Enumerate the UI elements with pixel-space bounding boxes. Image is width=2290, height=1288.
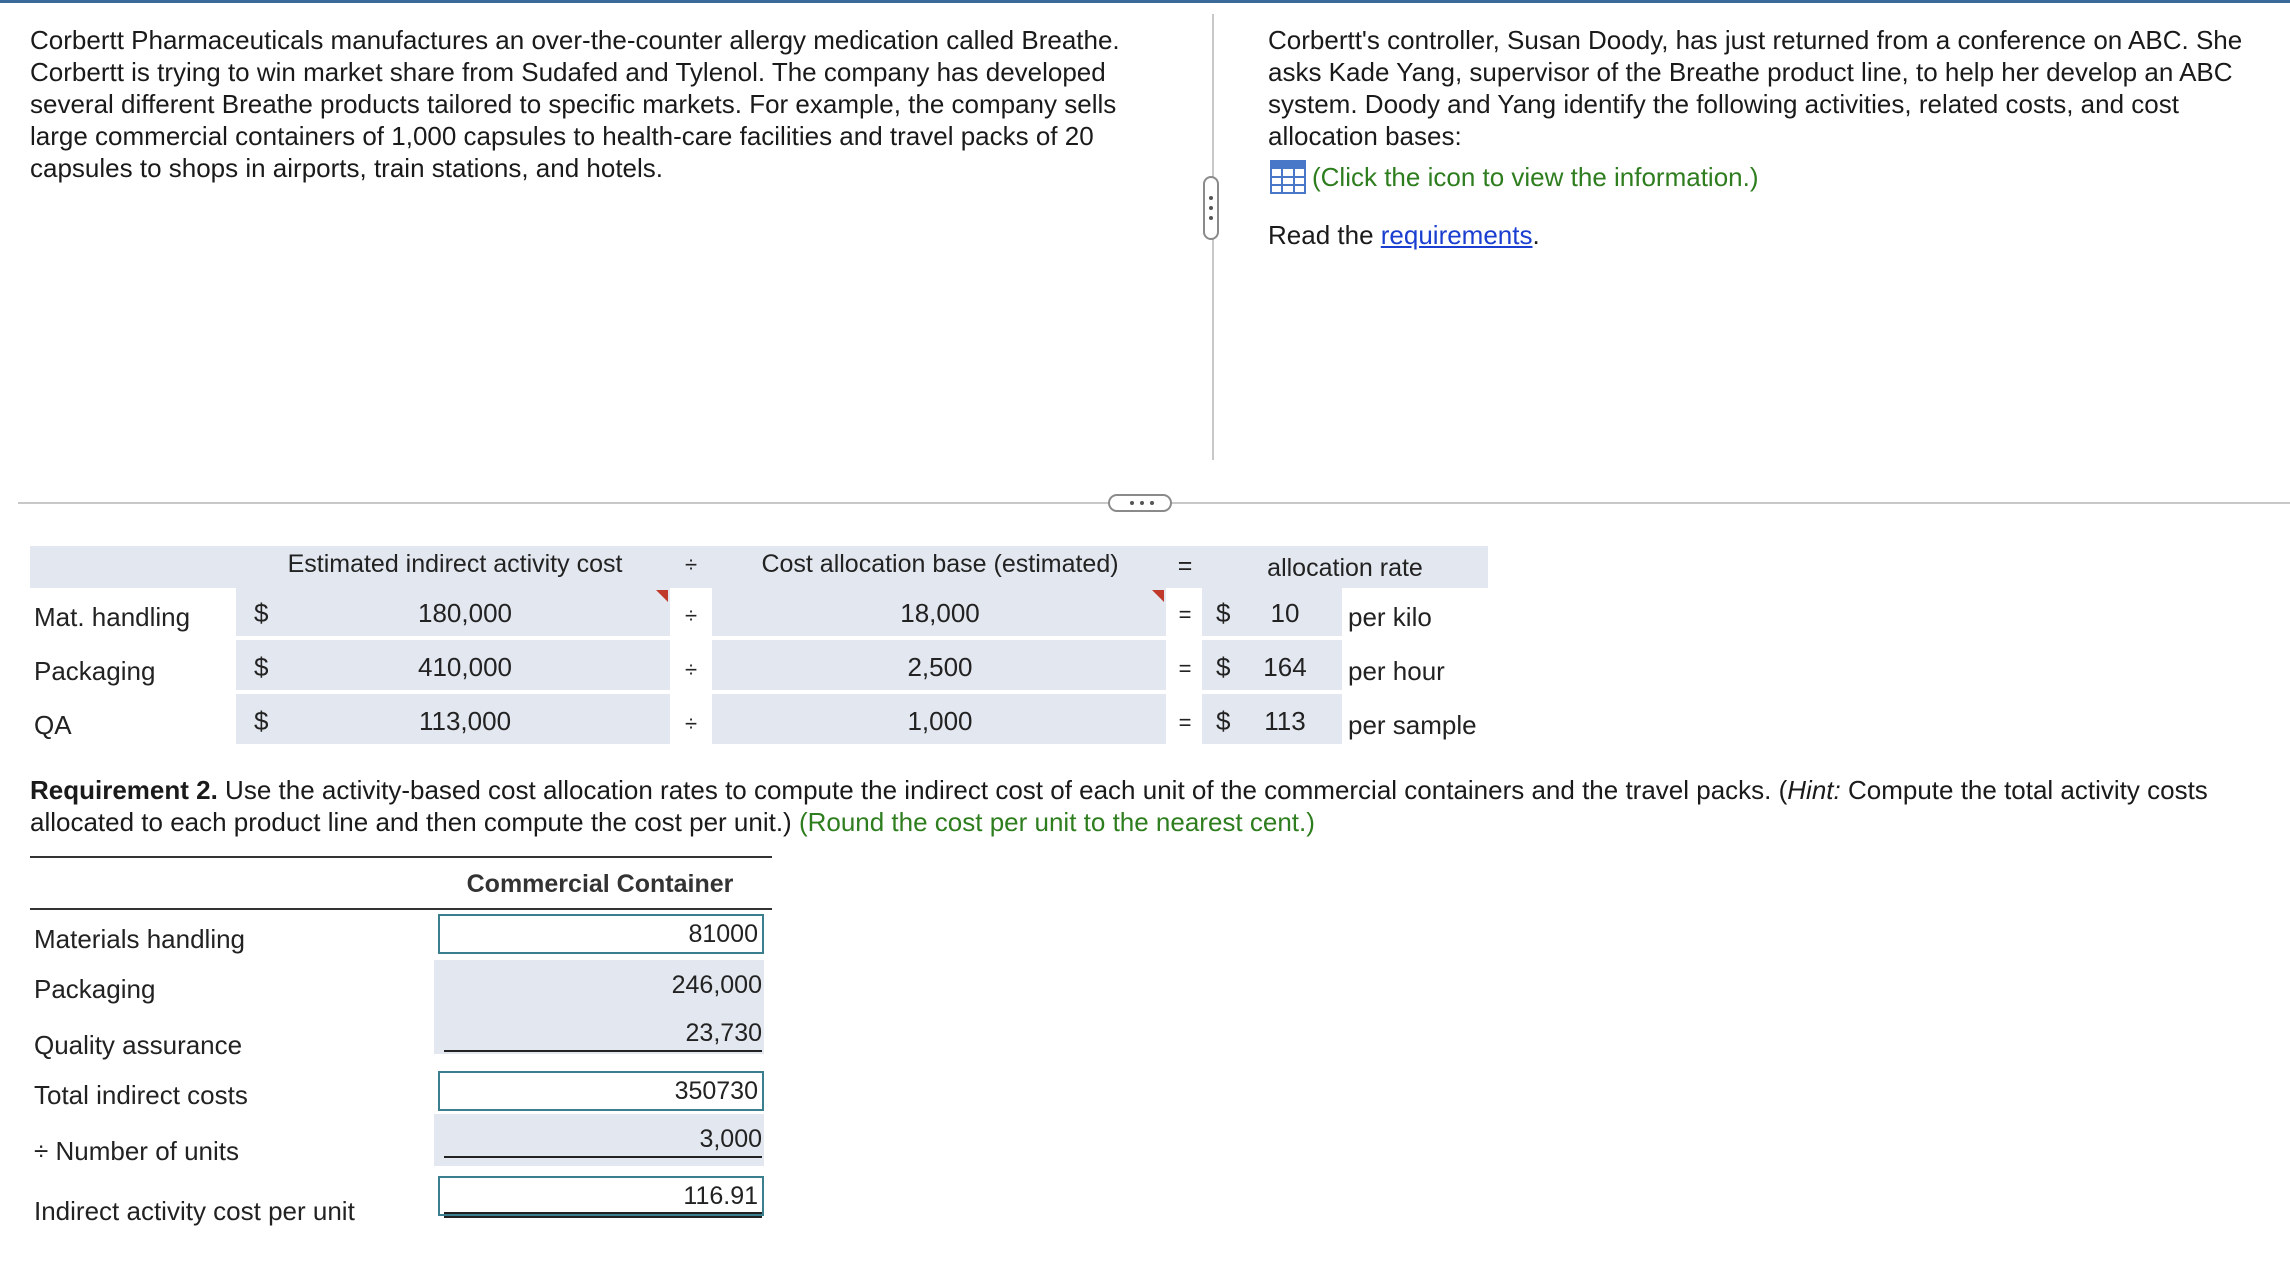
rounding-note: (Round the cost per unit to the nearest cent.) [798,807,1315,837]
rate-unit: per kilo [1348,602,1432,632]
rate-dollar-sign: $ [1216,706,1231,736]
grid-table-icon[interactable] [1270,160,1306,194]
problem-text-right: Corbertt's controller, Susan Doody, has just returned from a conference on ABC. She asks Kade Yang, supervisor of the Breathe product line, to help her develop an ABC system. Doody and Yang identify the following activities, related costs, and cost allocation bases: [1268,25,2243,151]
top-accent-bar [0,0,2290,3]
row-label: Packaging [34,974,156,1004]
requirement-number: Requirement 2. [30,775,218,805]
total-indirect-costs-input[interactable]: 350730 [438,1071,764,1111]
info-link-text[interactable]: (Click the icon to view the information.) [1312,161,1759,192]
dollar-sign: $ [254,706,269,736]
activity-label: Packaging [34,656,156,686]
activity-cost: 113,000 [418,706,512,736]
double-rule-top [444,1212,762,1214]
header-divide: ÷ [684,552,698,577]
quality-assurance-value: 23,730 [685,1019,762,1047]
row-label: Indirect activity cost per unit [34,1196,355,1226]
hint-label: Hint: [1787,775,1841,805]
equals-sign: = [1178,710,1192,735]
divide-sign: ÷ [684,603,698,628]
requirement-text [30,774,2250,838]
dollar-sign: $ [254,652,269,682]
read-suffix: . [1532,220,1540,250]
header-cost: Estimated indirect activity cost [287,550,623,578]
number-of-units-value: 3,000 [699,1125,762,1153]
requirements-link[interactable]: requirements [1380,220,1533,250]
problem-text-left: Corbertt Pharmaceuticals manufactures an over-the-counter allergy medication called Breathe. Corbertt is trying to win market share from Sudafed and Tylenol. The company has developed several different Breathe products tailored to specific markets. For example, the company sells large commercial containers of 1,000 capsules to health-care facilities and travel packs of 20 capsules to shops in airports, train stations, and hotels. [30,25,1120,183]
cost-per-unit-input[interactable]: 116.91 [438,1176,764,1216]
equals-sign: = [1178,656,1192,681]
header-base: Cost allocation base (estimated) [761,550,1119,578]
rate-unit: per sample [1348,710,1477,740]
vertical-drag-handle-icon[interactable] [1203,176,1219,240]
units-rule [444,1156,762,1158]
subtotal-rule [444,1050,762,1052]
read-prefix: Read the [1268,220,1381,250]
activity-label: QA [34,710,72,740]
row-label: ÷ Number of units [34,1136,240,1166]
rate-dollar-sign: $ [1216,598,1231,628]
info-link[interactable] [1270,160,1759,194]
activity-cost: 180,000 [418,598,512,628]
horizontal-drag-handle-icon[interactable] [1108,494,1172,512]
row-label: Total indirect costs [34,1080,248,1110]
rate-unit: per hour [1348,656,1445,686]
read-requirements [1268,220,1540,251]
table-top-rule [30,856,772,858]
requirement-body-2: Compute the total activity costs allocated to each product line and then compute the cost per unit.) [30,775,2208,837]
activity-label: Mat. handling [34,602,191,632]
header-rate: allocation rate [1267,554,1423,582]
row-label: Quality assurance [34,1030,243,1060]
dollar-sign: $ [254,598,269,628]
allocation-rate: 10 [1270,598,1300,628]
rate-dollar-sign: $ [1216,652,1231,682]
materials-handling-input[interactable]: 81000 [438,914,764,954]
divide-sign: ÷ [684,657,698,682]
packaging-value: 246,000 [671,971,762,999]
allocation-base: 1,000 [907,706,973,736]
row-label: Materials handling [34,924,246,954]
error-flag-icon [656,590,668,602]
error-flag-icon [1152,590,1164,602]
allocation-rate: 113 [1264,706,1306,736]
activity-cost: 410,000 [418,652,512,682]
double-rule-bottom [444,1216,762,1218]
allocation-rate: 164 [1263,652,1307,682]
divide-sign: ÷ [684,711,698,736]
equals-sign: = [1178,602,1192,627]
allocation-base: 2,500 [907,652,973,682]
allocation-base: 18,000 [900,598,980,628]
header-equals: = [1177,552,1193,580]
requirement-body-1: Use the activity-based cost allocation rates to compute the indirect cost of each unit of the commercial containers and the travel packs. ( [217,775,1788,805]
column-header-commercial: Commercial Container [466,870,734,898]
table-header-rule [30,908,772,910]
